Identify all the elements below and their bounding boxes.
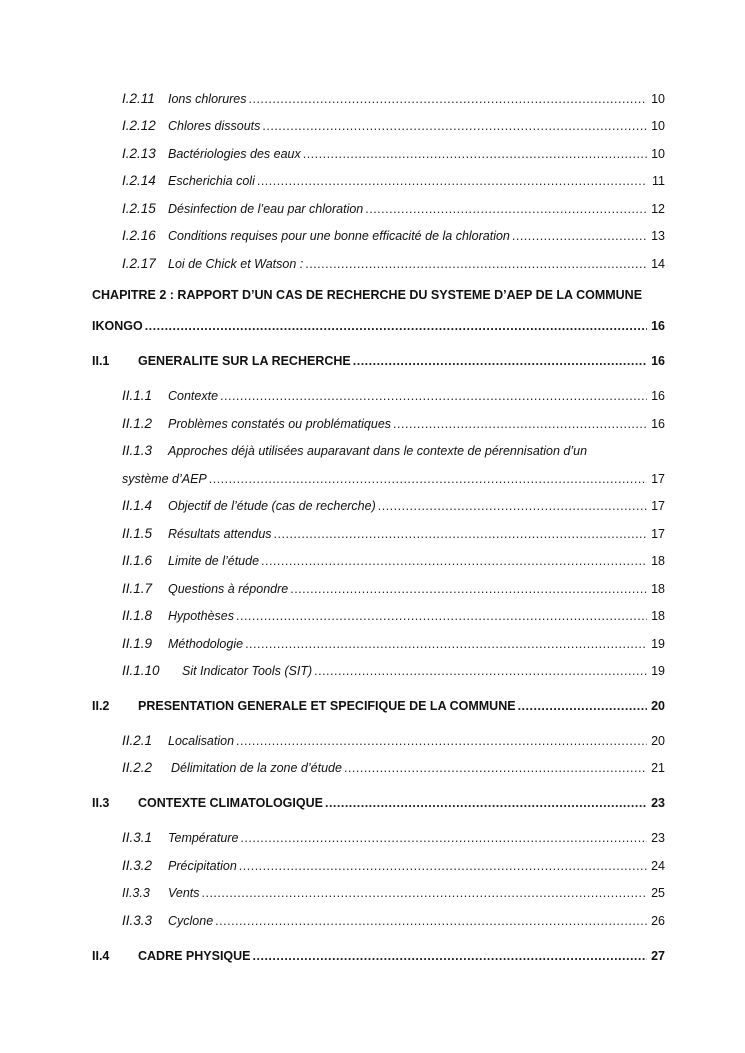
- leader-dots: [215, 914, 647, 928]
- leader-dots: [378, 499, 647, 513]
- toc-page-number: 20: [651, 699, 665, 713]
- toc-title: Questions à répondre: [168, 582, 289, 596]
- toc-page-number: 10: [651, 147, 665, 161]
- toc-page-number: 16: [651, 354, 665, 368]
- toc-entry[interactable]: [122, 111, 665, 133]
- toc-page-number: 10: [651, 92, 665, 106]
- leader-dots: [353, 354, 647, 368]
- toc-entry[interactable]: [122, 381, 665, 403]
- toc-entry[interactable]: [122, 906, 665, 928]
- toc-entry[interactable]: [122, 656, 665, 678]
- leader-dots: [249, 92, 647, 106]
- toc-number: I.2.16: [122, 228, 156, 243]
- toc-page-number: 12: [651, 202, 665, 216]
- toc-title: Sit Indicator Tools (SIT): [182, 664, 313, 678]
- toc-number: II.3.2: [122, 858, 153, 873]
- leader-dots: [257, 174, 647, 188]
- toc-page-number: 17: [651, 472, 665, 486]
- toc-title: Vents: [168, 886, 200, 900]
- toc-title: PRESENTATION GENERALE ET SPECIFIQUE DE LA COMMUNE: [138, 699, 516, 713]
- toc-page-number: 23: [651, 796, 665, 810]
- toc-title: Loi de Chick et Watson :: [168, 257, 304, 271]
- toc-title: Objectif de l’étude (cas de recherche): [168, 499, 376, 513]
- toc-title: Chlores dissouts: [168, 119, 261, 133]
- toc-page-number: 17: [651, 499, 665, 513]
- toc-page-number: 26: [651, 914, 665, 928]
- toc-title: CONTEXTE CLIMATOLOGIQUE: [138, 796, 323, 810]
- toc-page-number: 19: [651, 664, 665, 678]
- toc-title: Hypothèses: [168, 609, 235, 623]
- toc-title-line1: Approches déjà utilisées auparavant dans le contexte de pérennisation d’un: [168, 444, 588, 458]
- toc-entry[interactable]: [122, 519, 665, 541]
- toc-number: II.4: [92, 949, 110, 963]
- toc-page-number: 19: [651, 637, 665, 651]
- leader-dots: [518, 699, 647, 713]
- chapter-title-line1[interactable]: CHAPITRE 2 : RAPPORT D’UN CAS DE RECHERCHE DU SYSTEME D’AEP DE LA COMMUNE: [92, 288, 643, 302]
- leader-dots: [512, 229, 647, 243]
- toc-title: Escherichia coli: [168, 174, 255, 188]
- toc-title: Contexte: [168, 389, 219, 403]
- toc-number: II.3.1: [122, 830, 153, 845]
- toc-number: II.1.8: [122, 608, 153, 623]
- toc-number: I.2.14: [122, 173, 156, 188]
- toc-entry[interactable]: [122, 166, 665, 188]
- leader-dots: [239, 859, 647, 873]
- leader-dots: [262, 119, 647, 133]
- toc-entry[interactable]: [122, 574, 665, 596]
- toc-title-line2: système d’AEP: [122, 472, 207, 486]
- leader-dots: [220, 389, 647, 403]
- toc-title: Bactériologies des eaux: [168, 147, 301, 161]
- leader-dots: [202, 886, 647, 900]
- toc-number: II.3.3: [122, 886, 150, 900]
- toc-number: II.1.9: [122, 636, 153, 651]
- toc-entry[interactable]: [122, 601, 665, 623]
- toc-title: Limite de l’étude: [168, 554, 260, 568]
- toc-page-number: 16: [651, 417, 665, 431]
- toc-entry[interactable]: [92, 788, 665, 810]
- leader-dots: [145, 319, 647, 333]
- toc-entry[interactable]: [122, 194, 665, 216]
- toc-number: II.2.1: [122, 733, 153, 748]
- toc-entry-line1[interactable]: [122, 436, 665, 458]
- toc-number: II.1.10: [122, 663, 160, 678]
- toc-page-number: 23: [651, 831, 665, 845]
- toc-page-number: 18: [651, 554, 665, 568]
- toc-page-number: 24: [651, 859, 665, 873]
- toc-page-number: 10: [651, 119, 665, 133]
- leader-dots: [325, 796, 647, 810]
- toc-title: Précipitation: [168, 859, 237, 873]
- leader-dots: [314, 664, 647, 678]
- toc-number: II.2.2: [122, 760, 153, 775]
- toc-entry[interactable]: [122, 753, 665, 775]
- leader-dots: [305, 257, 647, 271]
- toc-title: Conditions requises pour une bonne efficacité de la chloration: [168, 229, 510, 243]
- toc-title: Désinfection de l’eau par chloration: [168, 202, 364, 216]
- toc-title: Méthodologie: [168, 637, 244, 651]
- leader-dots: [245, 637, 647, 651]
- toc-number: I.2.17: [122, 256, 156, 271]
- toc-title: Délimitation de la zone d’étude: [171, 761, 342, 775]
- leader-dots: [261, 554, 647, 568]
- toc-page-number: 14: [651, 257, 665, 271]
- toc-page-number: 27: [651, 949, 665, 963]
- toc-title: Cyclone: [168, 914, 214, 928]
- toc-page-number: 16: [651, 389, 665, 403]
- leader-dots: [274, 527, 647, 541]
- toc-number: II.3.3: [122, 913, 153, 928]
- toc-page-number: 18: [651, 582, 665, 596]
- toc-number: II.1.1: [122, 388, 153, 403]
- toc-title: Localisation: [168, 734, 235, 748]
- toc-number: I.2.11: [122, 91, 155, 106]
- toc-entry[interactable]: [92, 346, 665, 368]
- chapter-title-line2: IKONGO: [92, 319, 143, 333]
- toc-entry[interactable]: [122, 629, 665, 651]
- toc-page-number: 11: [652, 174, 665, 188]
- toc-page-number: 18: [651, 609, 665, 623]
- toc-title: GENERALITE SUR LA RECHERCHE: [138, 354, 351, 368]
- toc-number: II.1.2: [122, 416, 153, 431]
- toc-entry[interactable]: [122, 139, 665, 161]
- toc-page-number: 13: [651, 229, 665, 243]
- toc-title: Résultats attendus: [168, 527, 272, 541]
- toc-entry[interactable]: [122, 851, 665, 873]
- leader-dots: [344, 761, 647, 775]
- leader-dots: [365, 202, 647, 216]
- toc-page-number: 17: [651, 527, 665, 541]
- toc-number: II.1.6: [122, 553, 153, 568]
- toc-entry[interactable]: [92, 311, 665, 333]
- toc-number: II.1.4: [122, 498, 153, 513]
- toc-number: II.1.7: [122, 581, 153, 596]
- toc-entry[interactable]: [92, 691, 665, 713]
- leader-dots: [236, 734, 647, 748]
- leader-dots: [209, 472, 647, 486]
- toc-page-number: 21: [651, 761, 665, 775]
- leader-dots: [393, 417, 647, 431]
- toc-entry[interactable]: [122, 491, 665, 513]
- toc-page-number: 16: [651, 319, 665, 333]
- toc-page-number: 20: [651, 734, 665, 748]
- toc-title: Problèmes constatés ou problématiques: [168, 417, 392, 431]
- toc-entry[interactable]: [122, 546, 665, 568]
- toc-number: I.2.13: [122, 146, 156, 161]
- toc-entry[interactable]: [122, 823, 665, 845]
- toc-number: II.1: [92, 354, 110, 368]
- leader-dots: [236, 609, 647, 623]
- toc-entry[interactable]: [122, 84, 665, 106]
- toc-entry[interactable]: [122, 464, 665, 486]
- toc-entry[interactable]: [122, 409, 665, 431]
- toc-title: Température: [168, 831, 239, 845]
- toc-title: CADRE PHYSIQUE: [138, 949, 251, 963]
- toc-page-number: 25: [651, 886, 665, 900]
- leader-dots: [290, 582, 647, 596]
- toc-number: II.1.3: [122, 443, 153, 458]
- leader-dots: [303, 147, 647, 161]
- leader-dots: [253, 949, 647, 963]
- toc-entry[interactable]: [122, 878, 665, 900]
- toc-entry[interactable]: [122, 726, 665, 748]
- toc-title: Ions chlorures: [168, 92, 247, 106]
- toc-number: II.3: [92, 796, 110, 810]
- toc-entry[interactable]: [122, 249, 665, 271]
- toc-number: II.2: [92, 699, 110, 713]
- toc-number: I.2.15: [122, 201, 156, 216]
- toc-number: II.1.5: [122, 526, 153, 541]
- leader-dots: [240, 831, 647, 845]
- toc-number: I.2.12: [122, 118, 156, 133]
- toc-entry[interactable]: [122, 221, 665, 243]
- toc-entry[interactable]: [92, 941, 665, 963]
